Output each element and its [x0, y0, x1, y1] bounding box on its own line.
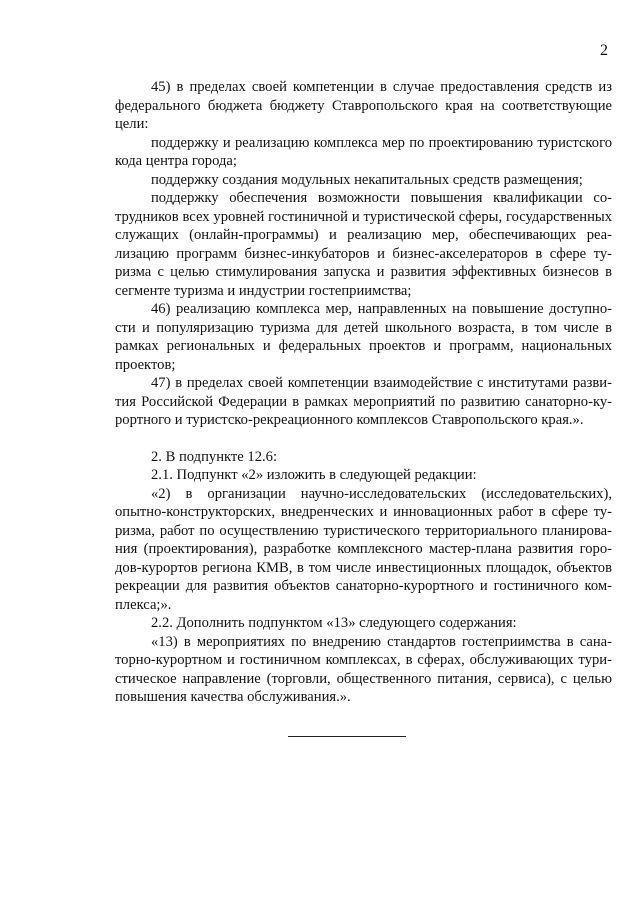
paragraph-modular-accommodation: поддержку создания модульных некапитальных средств размещения; [151, 171, 583, 188]
document-body [115, 78, 612, 707]
paragraph-item-47: 47) в пределах своей компетенции взаимодействие с институтами развития Российской Федерации в рамках мероприятий по развитию санаторно-курортного и туристско-рекреационного комплексов Ставропольского края.». [115, 375, 612, 428]
paragraph-item-45: 45) в пределах своей компетенции в случае предоставления средств из федерального бюджета бюджету Ставропольского края на соответствующие цели: [115, 79, 612, 132]
paragraph-item-46: 46) реализацию комплекса мер, направленных на повышение доступности и популяризацию туризма для детей школьного возраста, в том числе в рамках региональных и федеральных проектов и программ, национальных проектов; [115, 301, 612, 373]
paragraph-tourist-code: поддержку и реализацию комплекса мер по проектированию туристского кода центра города; [115, 134, 612, 169]
end-separator-line [288, 736, 406, 737]
paragraph-qualification: поддержку обеспечения возможности повышения квалификации сотрудников всех уровней гостиничной и туристической сферы, государственных служащих (онлайн-программы) и реализацию мер, обеспечивающих реализацию программ бизнес-инкубаторов и бизнес-акселераторов в сфере туризма с целью стимулирования запуска и развития эффективных бизнесов в сегменте туризма и индустрии гостеприимства; [115, 190, 612, 299]
page-number: 2 [600, 42, 608, 59]
paragraph-2-2: 2.2. Дополнить подпунктом «13» следующего содержания: [151, 615, 517, 631]
paragraph-item-2: «2) в организации научно-исследовательских (исследовательских), опытно-конструкторских, внедренческих и инновационных работ в сфере туризма, работ по осуществлению туристического территориального планирования (проектирования), разработке комплексного мастер-плана развития городов-курортов региона КМВ, в том числе инвестиционных площадок, объектов рекреации для развития объектов санаторно-курортного и гостиничного комплекса;». [115, 485, 612, 613]
paragraph-subclause-12-6: 2. В подпункте 12.6: [151, 448, 277, 465]
paragraph-gap [115, 430, 612, 448]
paragraph-item-13: «13) в мероприятиях по внедрению стандартов гостеприимства в санаторно-курортном и гостиничном комплексах, в сферах, обслуживающих туристическое направление (торговли, общественного питания, сервиса), с целью повышения качества обслуживания.». [115, 633, 612, 705]
paragraph-2-1: 2.1. Подпункт «2» изложить в следующей редакции: [151, 467, 477, 483]
